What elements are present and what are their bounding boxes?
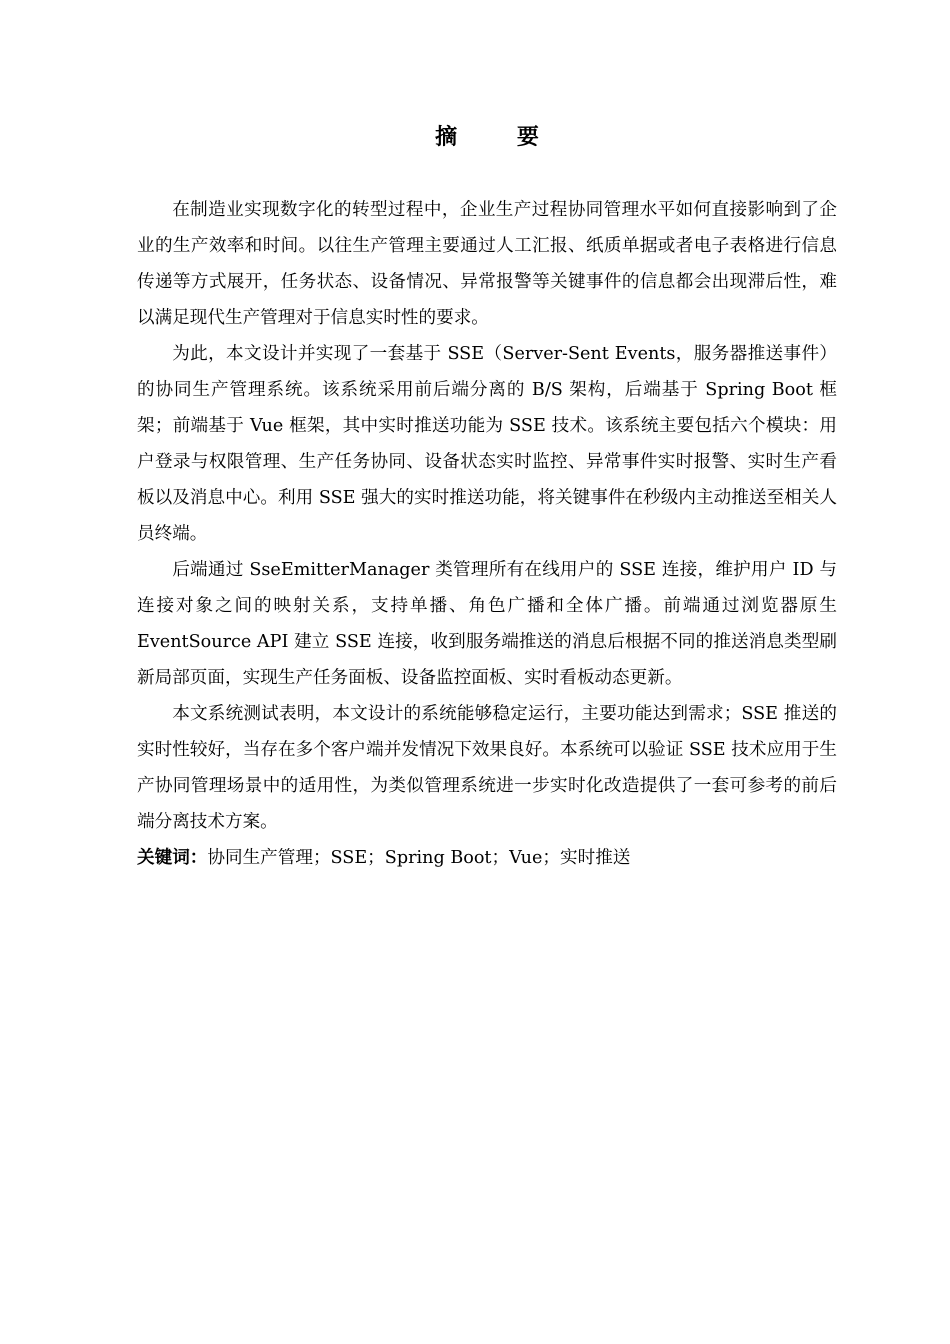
keywords-label: 关键词： <box>137 848 208 868</box>
abstract-paragraph-1: 在制造业实现数字化的转型过程中，企业生产过程协同管理水平如何直接影响到了企业的生产效率和时间。以往生产管理主要通过人工汇报、纸质单据或者电子表格进行信息传递等方式展开，任务状态、设备情况、异常报警等关键事件的信息都会出现滞后性，难以满足现代生产管理对于信息实时性的要求。 <box>137 200 837 328</box>
abstract-paragraph-3: 后端通过 SseEmitterManager 类管理所有在线用户的 SSE 连接，维护用户 ID 与连接对象之间的映射关系，支持单播、角色广播和全体广播。前端通过浏览器原生 EventSource API 建立 SSE 连接，收到服务端推送的消息后根据不同的推送消息类型刷新局部页面，实现生产任务面板、设备监控面板、实时看板动态更新。 <box>137 560 837 688</box>
abstract-page <box>137 118 837 876</box>
keywords-text: 协同生产管理；SSE；Spring Boot；Vue；实时推送 <box>207 848 631 868</box>
abstract-paragraph-4: 本文系统测试表明，本文设计的系统能够稳定运行，主要功能达到需求；SSE 推送的实时性较好，当存在多个客户端并发情况下效果良好。本系统可以验证 SSE 技术应用于生产协同管理场景中的适用性，为类似管理系统进一步实时化改造提供了一套可参考的前后端分离技术方案。 <box>137 704 837 832</box>
keywords-line <box>137 840 837 876</box>
abstract-paragraph-2: 为此，本文设计并实现了一套基于 SSE（Server-Sent Events，服务器推送事件）的协同生产管理系统。该系统采用前后端分离的 B/S 架构，后端基于 Spring Boot 框架；前端基于 Vue 框架，其中实时推送功能为 SSE 技术。该系统主要包括六个模块：用户登录与权限管理、生产任务协同、设备状态实时监控、异常事件实时报警、实时生产看板以及消息中心。利用 SSE 强大的实时推送功能，将关键事件在秒级内主动推送至相关人员终端。 <box>137 344 837 544</box>
abstract-title: 摘 要 <box>435 125 565 150</box>
